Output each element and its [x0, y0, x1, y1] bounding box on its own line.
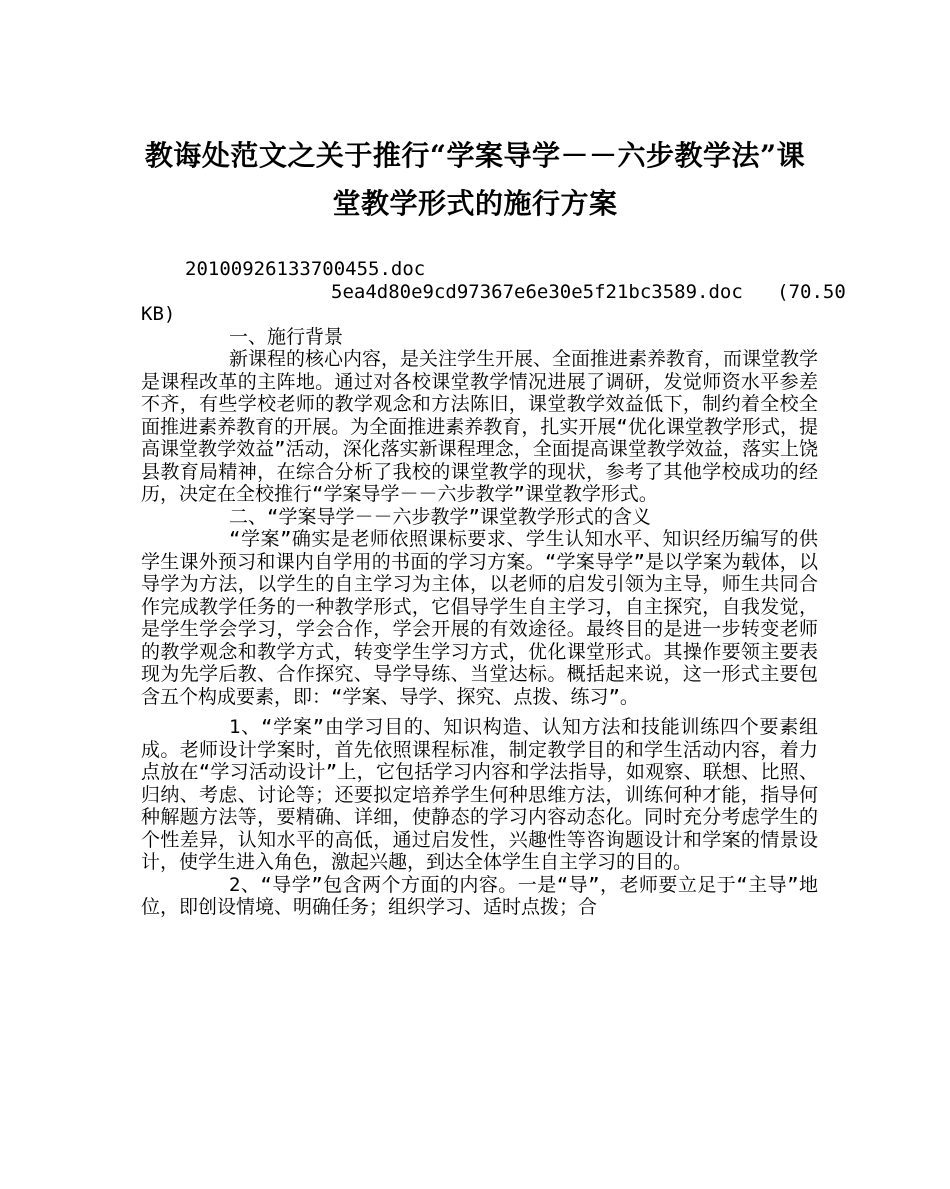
- paragraph-background: 新课程的核心内容，是关注学生开展、全面推进素养教育，而课堂教学是课程改革的主阵地。通过对各校课堂教学情况进展了调研，发觉师资水平参差不齐，有些学校老师的教学观念和方法陈旧，课堂教学效益低下，制约着全校全面推进素养教育的开展。为全面推进素养教育，扎实开展“优化课堂教学形式，提高课堂教学效益”活动，深化落实新课程理念，全面提高课堂教学效益，落实上饶县教育局精神，在综合分析了我校的课堂教学的现状，参考了其他学校成功的经历，决定在全校推行“学案导学－－六步教学”课堂教学形式。: [141, 348, 819, 505]
- document-body: [141, 258, 846, 919]
- paragraph-meaning-daoxue: 2、“导学”包含两个方面的内容。一是“导”，老师要立足于“主导”地位，即创设情境、明确任务；组织学习、适时点拨；合: [141, 873, 818, 918]
- attachment-filename-2-text: 5ea4d80e9cd97367e6e30e5f21bc3589.doc: [331, 280, 743, 303]
- section-heading-meaning: 二、“学案导学－－六步教学”课堂教学形式的含义: [229, 505, 651, 528]
- attachment-size-open: (70.50: [777, 280, 846, 303]
- paragraph-meaning-definition: “学案”确实是老师依照课标要求、学生认知水平、知识经历编写的供学生课外预习和课内自学用的书面的学习方案。“学案导学”是以学案为载体，以导学为方法，以学生的自主学习为主体，以老师的启发引领为主导，师生共同合作完成教学任务的一种教学形式，它倡导学生自主学习，自主探究，自我发觉，是学生学会学习，学会合作，学会开展的有效途径。最终目的是进一步转变老师的教学观念和教学方式，转变学生学习方式，优化课堂形式。其操作要领主要表现为先学后教、合作探究、导学导练、当堂达标。概括起来说，这一形式主要包含五个构成要素，即：“学案、导学、探究、点拨、练习”。: [141, 528, 818, 708]
- attachment-size-close: KB): [141, 303, 176, 325]
- paragraph-meaning-xuean: 1、“学案”由学习目的、知识构造、认知方法和技能训练四个要素组成。老师设计学案时，首先依照课程标准，制定教学目的和学生活动内容，着力点放在“学习活动设计”上，它包括学习内容和学法指导，如观察、联想、比照、归纳、考虑、讨论等；还要拟定培养学生何种思维方法，训练何种才能，指导何种解题方法等，要精确、详细，使静态的学习内容动态化。同时充分考虑学生的个性差异，认知水平的高低，通过启发性，兴趣性等咨询题设计和学案的情景设计，使学生进入角色，激起兴趣，到达全体学生自主学习的目的。: [141, 716, 818, 873]
- section-heading-background: 一、施行背景: [229, 325, 344, 348]
- attachment-filename-1: [141, 258, 818, 281]
- attachment-size: [141, 303, 818, 326]
- document-title: 教诲处范文之关于推行“学案导学－－六步教学法”课堂教学形式的施行方案: [144, 139, 806, 220]
- attachment-filename-1-text: 20100926133700455.doc: [185, 258, 426, 280]
- attachment-size-gap: [743, 281, 777, 303]
- attachment-filename-2: [141, 280, 846, 304]
